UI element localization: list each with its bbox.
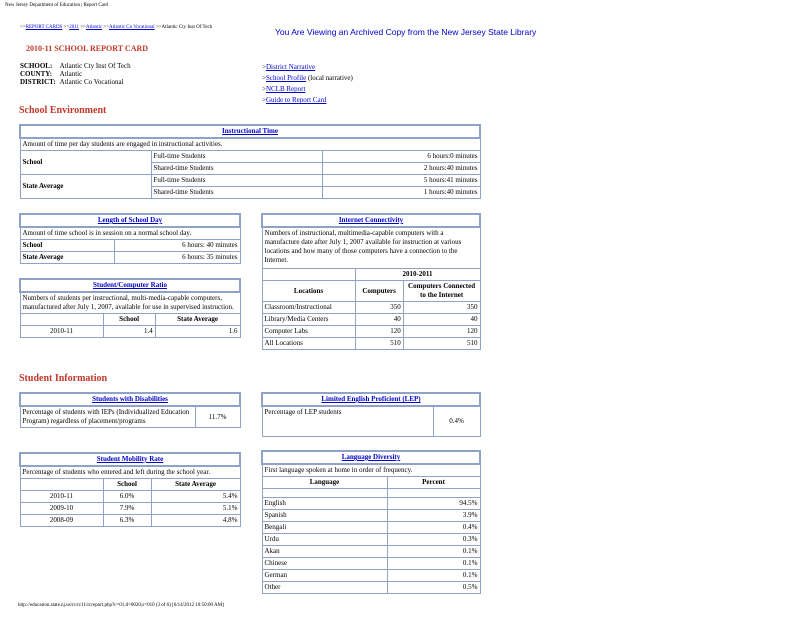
- student-computer-ratio-title[interactable]: Student/Computer Ratio: [93, 281, 167, 289]
- section-school-environment: School Environment: [19, 105, 107, 116]
- section-student-information: Student Information: [19, 373, 108, 384]
- table-row: Other 0.5%: [262, 582, 480, 594]
- breadcrumb-report-cards[interactable]: REPORT CARDS: [25, 25, 63, 30]
- instructional-time-description: Amount of time per day students are engaged in instructional activities.: [20, 138, 480, 151]
- disabilities-table: [19, 392, 241, 428]
- link-nclb-report[interactable]: NCLB Report: [265, 85, 306, 93]
- length-of-day-title[interactable]: Length of School Day: [97, 216, 163, 224]
- table-row: Library/Media Centers 40 40: [262, 314, 480, 326]
- table-row: All Locations 510 510: [262, 338, 480, 350]
- school-label: SCHOOL:: [20, 62, 53, 70]
- table-row: Shared-time Students 2 hours:40 minutes: [20, 163, 480, 175]
- language-diversity-title[interactable]: Language Diversity: [341, 453, 401, 461]
- report-title: 2010-11 SCHOOL REPORT CARD: [26, 44, 149, 53]
- length-of-day-table: [19, 213, 241, 264]
- breadcrumb-district[interactable]: Atlantic Co Vocational: [108, 25, 155, 30]
- breadcrumb-2011[interactable]: 2011: [69, 25, 80, 30]
- table-row: Classroom/Instructional 350 350: [262, 302, 480, 314]
- table-row: 2009-10 7.9% 5.1%: [20, 503, 240, 515]
- table-row: School Full-time Students 6 hours:0 minutes: [20, 151, 480, 163]
- mobility-description: Percentage of students who entered and left during the school year.: [20, 466, 240, 479]
- mobility-table: Student Mobility Rate Percentage of students who entered and left during the school year. School State Average 2010-11 6.0% 5.4% 2009-10 7.9% 5.1% 2008-09 6.3% 4.8%: [19, 452, 241, 527]
- school-info: [18, 62, 133, 86]
- table-row: German 0.1%: [262, 570, 480, 582]
- instructional-time-title[interactable]: Instructional Time: [222, 127, 278, 135]
- link-school-profile[interactable]: School Profile: [265, 74, 307, 82]
- table-row: 2010-11 6.0% 5.4%: [20, 491, 240, 503]
- language-diversity-table: Language Diversity First language spoken at home in order of frequency. Language Percent English 94.5% Spanish 3.9% Bengali 0.4% Urdu 0.3% Akan 0.1% Chinese 0.1% German 0.1% Other 0.5%: [261, 450, 481, 594]
- link-district-narrative[interactable]: District Narrative: [265, 63, 316, 71]
- table-row: Akan 0.1%: [262, 546, 480, 558]
- internet-connectivity-table: Internet Connectivity Numbers of instructional, multimedia-capable computers with a manufacture date after July 1, 2007 available for instruction at various locations and how many of those computers have a connection to the Internet. 2010-2011 Locations Computers Computers Connected to the Internet Classroom/Instructional 350 350 Library/Media Centers 40 40 Computer Labs 120 120 All Locations 510 510: [261, 213, 481, 350]
- disabilities-title[interactable]: Students with Disabilities: [92, 395, 168, 403]
- table-row: Computer Labs 120 120: [262, 326, 480, 338]
- school-value: Atlantic Cty Inst Of Tech: [59, 62, 131, 70]
- lep-title[interactable]: Limited English Proficient (LEP): [321, 395, 421, 403]
- county-value: Atlantic: [59, 70, 83, 78]
- table-row: School 6 hours: 40 minutes: [20, 240, 240, 252]
- document-title: New Jersey Department of Education | Report Card: [5, 3, 109, 8]
- lep-table: [261, 392, 481, 437]
- breadcrumb-atlantic[interactable]: Atlantic: [85, 25, 103, 30]
- archive-banner: You Are Viewing an Archived Copy from the New Jersey State Library: [275, 27, 537, 37]
- student-computer-ratio-description: Numbers of students per instructional, multi-media-capable computers, manufactured after July 1, 2007, available for use in supervised instruction.: [20, 292, 240, 314]
- footer-url: http://education.state.nj.us/rc/rc11/rcreport.php?c=01;d=0020;s=010 (3 of 6) [6/14/2012 10:50:00 AM]: [18, 603, 224, 608]
- link-guide[interactable]: Guide to Report Card: [265, 96, 327, 104]
- student-computer-ratio-table: Student/Computer Ratio Numbers of students per instructional, multi-media-capable computers, manufactured after July 1, 2007, available for use in supervised instruction. School State Average 2010-11 1.4 1.6: [19, 278, 241, 338]
- district-label: DISTRICT:: [20, 78, 56, 86]
- internet-connectivity-title[interactable]: Internet Connectivity: [338, 216, 404, 224]
- county-label: COUNTY:: [20, 70, 53, 78]
- table-row: Spanish 3.9%: [262, 510, 480, 522]
- instructional-time-table: [19, 124, 481, 199]
- table-row: Percentage of LEP students 0.4%: [262, 406, 480, 437]
- table-row: Percentage of students with IEPs (Individualized Education Program) regardless of placement/programs 11.7%: [20, 406, 240, 428]
- district-value: Atlantic Co Vocational: [59, 78, 124, 86]
- breadcrumb: >>REPORT CARDS >>2011 >>Atlantic >>Atlantic Co Vocational >>Atlantic Cty Inst Of Tech: [20, 25, 213, 30]
- length-of-day-description: Amount of time school is in session on a normal school day.: [20, 227, 240, 240]
- table-row: English 94.5%: [262, 498, 480, 510]
- table-row: Urdu 0.3%: [262, 534, 480, 546]
- internet-connectivity-description: Numbers of instructional, multimedia-capable computers with a manufacture date after July 1, 2007 available for instruction at various locations and how many of those computers have a connection to the Internet.: [262, 227, 480, 269]
- table-row: Bengali 0.4%: [262, 522, 480, 534]
- table-row: 2010-11 1.4 1.6: [20, 326, 240, 338]
- table-row: State Average Full-time Students 5 hours:41 minutes: [20, 175, 480, 187]
- table-row: Chinese 0.1%: [262, 558, 480, 570]
- language-diversity-description: First language spoken at home in order of frequency.: [262, 464, 480, 477]
- report-links: >District Narrative >School Profile (local narrative) >NCLB Report >Guide to Report Card: [262, 63, 353, 104]
- table-row: Shared-time Students 1 hours:40 minutes: [20, 187, 480, 199]
- mobility-title[interactable]: Student Mobility Rate: [96, 455, 164, 463]
- table-row: 2008-09 6.3% 4.8%: [20, 515, 240, 527]
- table-row: State Average 6 hours: 35 minutes: [20, 252, 240, 264]
